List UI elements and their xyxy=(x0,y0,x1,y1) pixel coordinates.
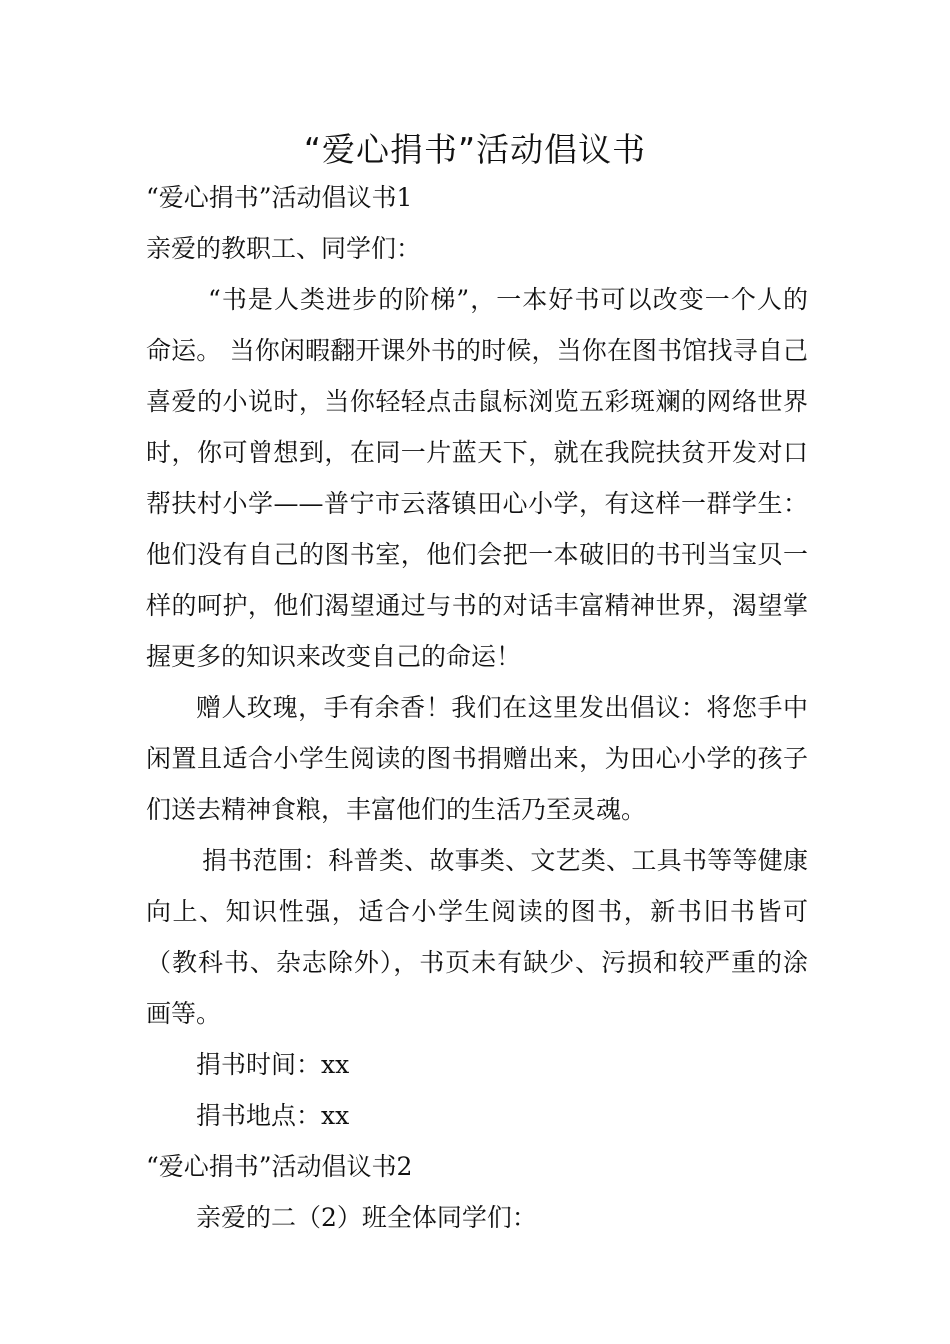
section-1-paragraph-2: 赠人玫瑰，手有余香！我们在这里发出倡议：将您手中闲置且适合小学生阅读的图书捐赠出来，为田心小学的孩子们送去精神食粮，丰富他们的生活乃至灵魂。 xyxy=(146,693,808,824)
section-1-heading: “爱心捐书”活动倡议书1 xyxy=(146,183,413,212)
section-1-salutation: 亲爱的教职工、同学们： xyxy=(146,234,422,263)
donation-place: 捐书地点：xx xyxy=(196,1101,350,1130)
section-1-paragraph-1: “书是人类进步的阶梯”，一本好书可以改变一个人的命运。 当你闲暇翻开课外书的时候，当你在图书馆找寻自己喜爱的小说时，当你轻轻点击鼠标浏览五彩斑斓的网络世界时，你可曾想到，在同一片蓝天下，就在我院扶贫开发对口帮扶村小学——普宁市云落镇田心小学，有这样一群学生：他们没有自己的图书室，他们会把一本破旧的书刊当宝贝一样的呵护，他们渴望通过与书的对话丰富精神世界，渴望掌握更多的知识来改变自己的命运！ xyxy=(146,285,808,671)
document-title: “爱心捐书”活动倡议书 xyxy=(303,130,647,169)
section-2-salutation: 亲爱的二（2）班全体同学们： xyxy=(196,1203,537,1232)
section-2-heading: “爱心捐书”活动倡议书2 xyxy=(146,1152,413,1181)
donation-time: 捐书时间：xx xyxy=(196,1050,350,1079)
document-body xyxy=(146,172,808,1243)
section-1-paragraph-3: 捐书范围：科普类、故事类、文艺类、工具书等等健康向上、知识性强，适合小学生阅读的图书，新书旧书皆可（教科书、杂志除外），书页未有缺少、污损和较严重的涂画等。 xyxy=(146,846,808,1028)
